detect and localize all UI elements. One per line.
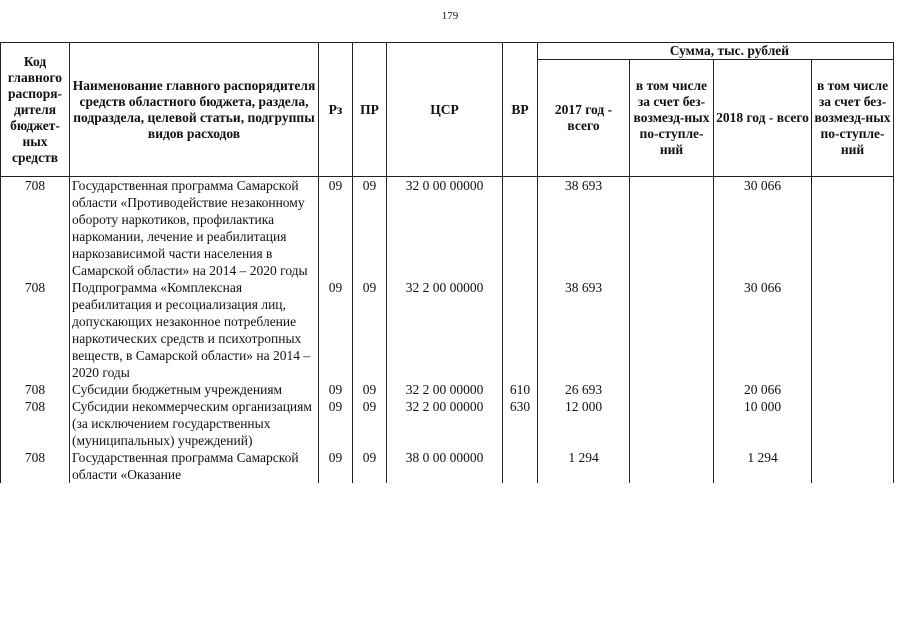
cell-vr: [503, 279, 538, 381]
cell-rz: 09: [319, 398, 353, 449]
cell-2017-free: [630, 381, 714, 398]
page-number: 179: [441, 10, 459, 22]
header-row-1: [1, 43, 894, 60]
cell-2017-free: [630, 279, 714, 381]
header-rz: Рз: [319, 43, 353, 177]
cell-2018-free: [812, 398, 894, 449]
header-2018-total: 2018 год - всего: [714, 60, 812, 177]
cell-csr: 32 2 00 00000: [387, 381, 503, 398]
cell-2018-free: [812, 177, 894, 280]
cell-2018-free: [812, 449, 894, 483]
cell-code: 708: [1, 449, 70, 483]
cell-code: 708: [1, 398, 70, 449]
cell-2018-free: [812, 279, 894, 381]
cell-csr: 38 0 00 00000: [387, 449, 503, 483]
table-row: [1, 279, 894, 381]
cell-2017-total: 1 294: [538, 449, 630, 483]
cell-name: Подпрограмма «Комплексная реабилитация и ресоциализация лиц, допускающих незаконное потребление наркотических средств и психотропных веществ, в Самарской области» на 2014 – 2020 годы: [70, 279, 319, 381]
cell-csr: 32 0 00 00000: [387, 177, 503, 280]
cell-csr: 32 2 00 00000: [387, 279, 503, 381]
cell-vr: 610: [503, 381, 538, 398]
cell-2017-free: [630, 449, 714, 483]
header-code: Код главного распоря-дителя бюджет-ных средств: [1, 43, 70, 177]
header-sum-group-label: Сумма, тыс. рублей: [669, 43, 790, 58]
cell-2017-free: [630, 177, 714, 280]
cell-pr: 09: [353, 177, 387, 280]
cell-pr: 09: [353, 279, 387, 381]
cell-name: Субсидии некоммерческим организациям (за исключением государственных (муниципальных) учреждений): [70, 398, 319, 449]
cell-2018-total: 30 066: [714, 279, 812, 381]
header-vr: ВР: [503, 43, 538, 177]
cell-2018-total: 30 066: [714, 177, 812, 280]
cell-2017-total: 12 000: [538, 398, 630, 449]
cell-pr: 09: [353, 398, 387, 449]
cell-pr: 09: [353, 381, 387, 398]
cell-2017-free: [630, 398, 714, 449]
header-2017-total: 2017 год - всего: [538, 60, 630, 177]
table-body: [1, 177, 894, 484]
table-row: [1, 381, 894, 398]
cell-csr: 32 2 00 00000: [387, 398, 503, 449]
cell-pr: 09: [353, 449, 387, 483]
cell-2017-total: 26 693: [538, 381, 630, 398]
cell-2018-free: [812, 381, 894, 398]
table-row: [1, 177, 894, 280]
cell-rz: 09: [319, 279, 353, 381]
cell-name: Государственная программа Самарской области «Оказание: [70, 449, 319, 483]
cell-name: Государственная программа Самарской области «Противодействие незаконному обороту наркотиков, профилактика наркомании, лечение и реабилитация наркозависимой части населения в Самарской области» на 2014 – 2020 годы: [70, 177, 319, 280]
cell-code: 708: [1, 381, 70, 398]
cell-vr: [503, 449, 538, 483]
header-2017-free: в том числе за счет без-возмезд-ных по-ступле-ний: [630, 60, 714, 177]
cell-rz: 09: [319, 177, 353, 280]
header-name: Наименование главного распорядителя средств областного бюджета, раздела, подраздела, целевой статьи, подгруппы видов расходов: [70, 43, 319, 177]
cell-code: 708: [1, 279, 70, 381]
header-2018-free: в том числе за счет без-возмезд-ных по-ступле-ний: [812, 60, 894, 177]
cell-2017-total: 38 693: [538, 177, 630, 280]
cell-rz: 09: [319, 449, 353, 483]
cell-2017-total: 38 693: [538, 279, 630, 381]
cell-name: Субсидии бюджетным учреждениям: [70, 381, 319, 398]
cell-code: 708: [1, 177, 70, 280]
header-csr: ЦСР: [387, 43, 503, 177]
cell-2018-total: 20 066: [714, 381, 812, 398]
cell-vr: [503, 177, 538, 280]
header-pr: ПР: [353, 43, 387, 177]
cell-2018-total: 1 294: [714, 449, 812, 483]
cell-rz: 09: [319, 381, 353, 398]
cell-2018-total: 10 000: [714, 398, 812, 449]
budget-table: [0, 42, 894, 483]
header-sum-group: [538, 43, 894, 60]
table-row: [1, 398, 894, 449]
cell-vr: 630: [503, 398, 538, 449]
table-row: [1, 449, 894, 483]
